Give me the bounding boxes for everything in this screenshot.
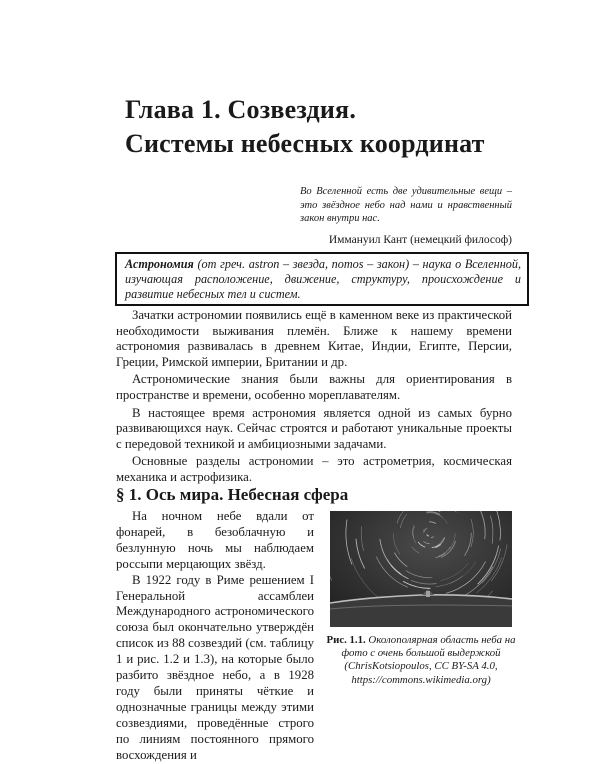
chapter-title-line-2: Системы небесных координат	[125, 127, 565, 161]
chapter-title	[125, 93, 565, 161]
intro-paragraph: Зачатки астрономии появились ещё в каменном веке из практической необходимости выживания племён. Ближе к нашему времени астрономия развивалась в древнем Китае, Индии, Египте, Персии, Греции, Римской империи, Британии и др.	[116, 308, 512, 370]
epigraph-quote: Во Вселенной есть две удивительные вещи – это звёздное небо над нами и нравственный закон внутри нас.	[300, 185, 512, 226]
definition-term: Астрономия	[125, 257, 194, 271]
definition-text: (от греч. astron – звезда, nomos – закон) – наука о Вселенной, изучающая расположение, движение, структуру, происхождение и развитие небесных тел и систем.	[125, 257, 521, 301]
section-paragraph: На ночном небе вдали от фонарей, в безоблачную и безлунную ночь мы наблюдаем россыпи мерцающих звёзд.	[116, 509, 314, 573]
intro-paragraph: Астрономические знания были важны для ориентирования в пространстве и времени, особенно мореплавателям.	[116, 372, 512, 403]
intro-paragraph: В настоящее время астрономия является одной из самых бурно развивающихся наук. Сейчас строятся и работают уникальные проекты с передовой техникой и амбициозными задачами.	[116, 406, 512, 453]
figure-label: Рис. 1.1.	[327, 634, 366, 646]
epigraph	[300, 185, 512, 247]
section-text	[116, 509, 314, 764]
section-paragraph: В 1922 году в Риме решением I Генеральной ассамблеи Международного астрономического союза был окончательно утверждён список из 88 созвездий (см. таблицу 1 и рис. 1.2 и 1.3), на которые было разбито звёздное небо, а в 1928 году были приняты чёткие и однозначные границы между этими созвездиями, проведённые строго по линиям постоянного прямого восхождения и	[116, 573, 314, 764]
chapter-title-line-1: Глава 1. Созвездия.	[125, 93, 565, 127]
intro-text	[116, 308, 512, 488]
definition-box	[115, 252, 529, 306]
star-trails-photo	[330, 511, 512, 627]
figure-caption	[326, 634, 516, 687]
figure-caption-text: Околополярная область неба на фото с очень большой выдержкой (ChrisKotsiopoulos, CC BY-SA 4.0, https://commons.wikimedia.org)	[341, 634, 515, 686]
epigraph-author: Иммануил Кант (немецкий философ)	[300, 233, 512, 247]
section-title: § 1. Ось мира. Небесная сфера	[116, 484, 348, 506]
intro-paragraph: Основные разделы астрономии – это астрометрия, космическая механика и астрофизика.	[116, 454, 512, 485]
